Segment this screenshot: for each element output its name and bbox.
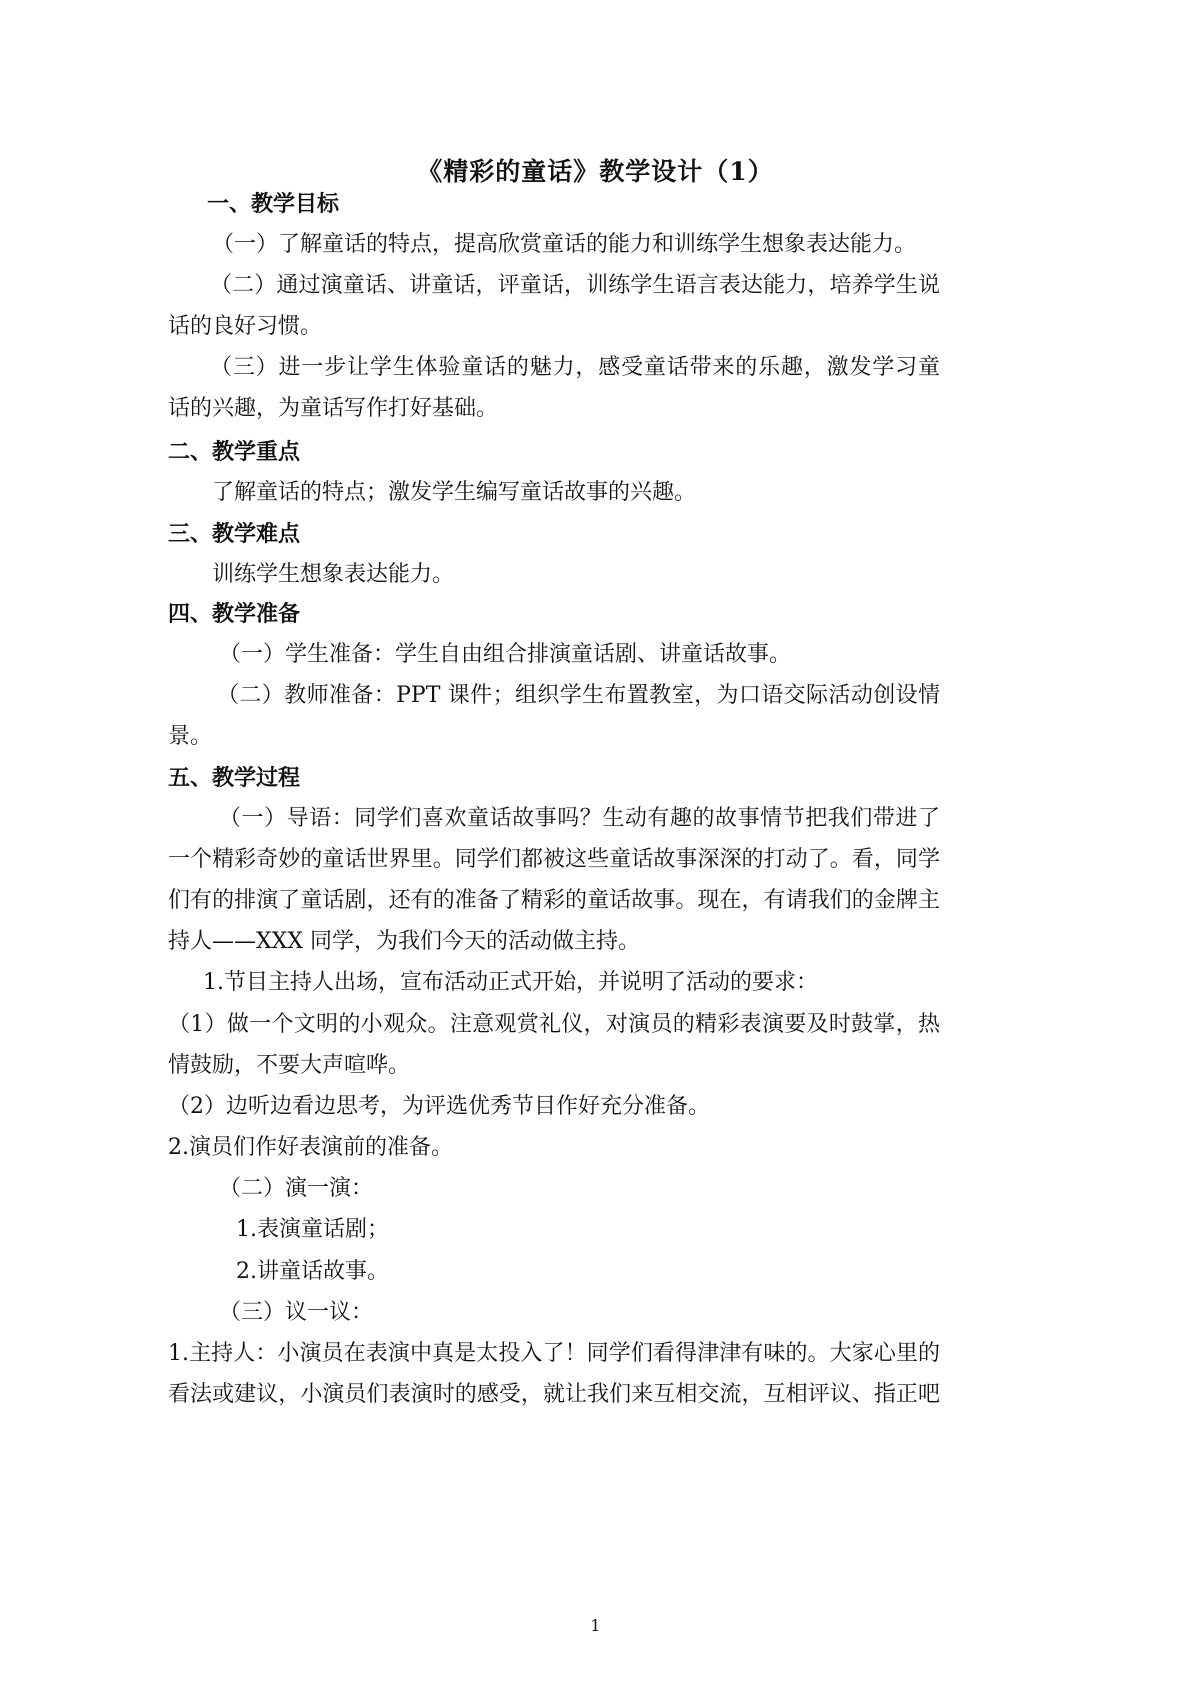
paragraph-line: （二）演一演：: [219, 1176, 374, 1201]
paragraph-line: 1.节目主持人出场，宣布活动正式开始，并说明了活动的要求：: [203, 970, 818, 995]
paragraph-line: 话的兴趣，为童话写作打好基础。: [168, 396, 499, 421]
paragraph-line: 们有的排演了童话剧，还有的准备了精彩的童话故事。现在，有请我们的金牌主: [168, 888, 940, 913]
paragraph-line: 2.讲童话故事。: [236, 1259, 389, 1284]
paragraph-line: （一）导语：同学们喜欢童话故事吗？生动有趣的故事情节把我们带进了: [219, 806, 940, 831]
paragraph-line: 景。: [168, 724, 213, 749]
paragraph-line: （1）做一个文明的小观众。注意观赏礼仪，对演员的精彩表演要及时鼓掌，热: [168, 1012, 940, 1037]
paragraph-line: （一）学生准备：学生自由组合排演童话剧、讲童话故事。: [219, 642, 792, 667]
paragraph-line: （三）议一议：: [219, 1300, 374, 1325]
heading-process: 五、教学过程: [168, 765, 301, 791]
paragraph-line: 1.表演童话剧；: [236, 1217, 389, 1242]
paragraph-line: （一）了解童话的特点，提高欣赏童话的能力和训练学生想象表达能力。: [212, 232, 917, 257]
paragraph-line: 1.主持人：小演员在表演中真是太投入了！同学们看得津津有味的。大家心里的: [168, 1341, 940, 1366]
paragraph-line: 一个精彩奇妙的童话世界里。同学们都被这些童话故事深深的打动了。看，同学: [168, 847, 940, 872]
paragraph-line: 看法或建议，小演员们表演时的感受，就让我们来互相交流，互相评议、指正吧: [168, 1382, 940, 1407]
page-number: 1: [590, 1616, 601, 1635]
paragraph-line: 持人——XXX 同学，为我们今天的活动做主持。: [168, 929, 640, 954]
paragraph-line: （2）边听边看边思考，为评选优秀节目作好充分准备。: [168, 1094, 710, 1119]
paragraph-line: 训练学生想象表达能力。: [212, 562, 455, 587]
paragraph-line: （二）通过演童话、讲童话，评童话，训练学生语言表达能力，培养学生说: [210, 273, 940, 298]
paragraph-line: 了解童话的特点；激发学生编写童话故事的兴趣。: [212, 480, 697, 505]
paragraph-line: 情鼓励，不要大声喧哗。: [168, 1053, 411, 1078]
document-title: 《精彩的童话》教学设计（1）: [417, 157, 774, 186]
paragraph-line: 话的良好习惯。: [168, 314, 323, 339]
heading-objectives: 一、教学目标: [207, 191, 340, 217]
heading-preparation: 四、教学准备: [168, 601, 301, 627]
paragraph-line: 2.演员们作好表演前的准备。: [168, 1135, 453, 1160]
heading-difficulties: 三、教学难点: [168, 521, 301, 547]
paragraph-line: （三）进一步让学生体验童话的魅力，感受童话带来的乐趣，激发学习童: [210, 355, 940, 380]
paragraph-line: （二）教师准备：PPT 课件；组织学生布置教室，为口语交际活动创设情: [217, 683, 940, 708]
heading-key-points: 二、教学重点: [168, 439, 301, 465]
